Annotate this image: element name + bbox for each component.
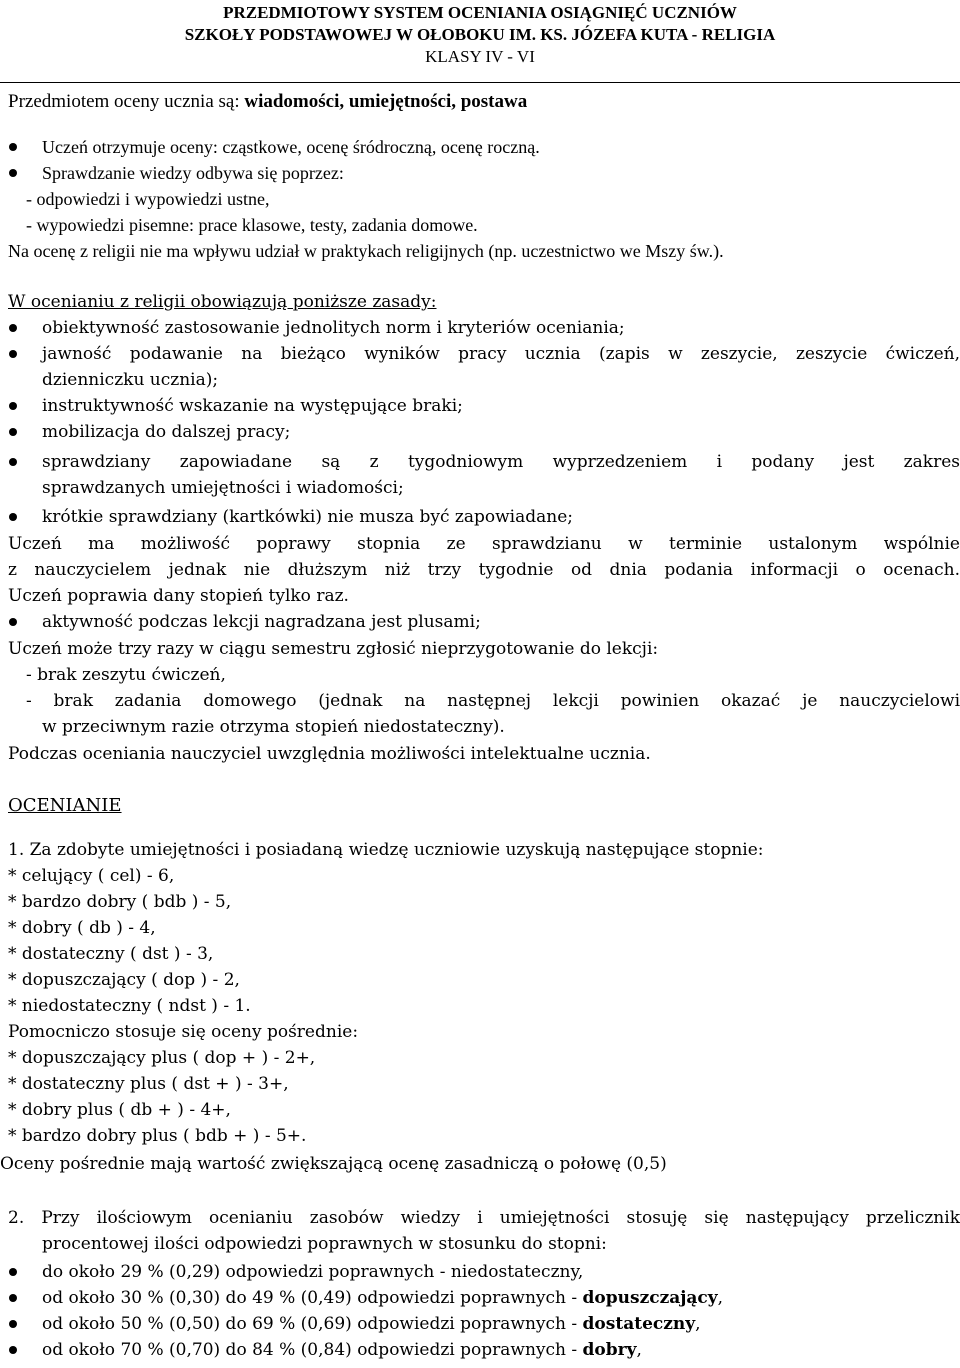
intro-dash-1: - odpowiedzi i wypowiedzi ustne,	[26, 189, 270, 209]
rule-openness-line2: dzienniczku ucznia);	[42, 370, 219, 390]
rule-tests-line1: sprawdziany zapowiadane są z tygodniowym wyprzedzeniem i podany jest zakres	[42, 452, 960, 472]
conversion-dop	[42, 1285, 723, 1311]
subject-line	[8, 89, 527, 115]
aux-grade-dop-plus: * dopuszczający plus ( dop + ) - 2+,	[8, 1048, 316, 1068]
rule-objectivity: obiektywność zastosowanie jednolitych norm i kryteriów oceniania;	[42, 318, 625, 338]
rule-openness-line1: jawność podawanie na bieżąco wyników pracy ucznia (zapis w zeszycie, zeszycie ćwiczeń,	[42, 344, 960, 364]
bullet-icon	[9, 1346, 17, 1354]
grade-dostateczny: * dostateczny ( dst ) - 3,	[8, 944, 214, 964]
header-title-line1: PRZEDMIOTOWY SYSTEM OCENIANIA OSIĄGNIĘĆ UCZNIÓW	[223, 3, 737, 22]
intro-note: Na ocenę z religii nie ma wpływu udział w praktykach religijnych (np. uczestnictwo we Mszy św.).	[8, 241, 724, 261]
rule-quizzes: krótkie sprawdziany (kartkówki) nie musza być zapowiadane;	[42, 507, 574, 527]
rules-heading	[8, 289, 437, 315]
conversion-dop-grade: dopuszczający	[582, 1288, 718, 1308]
bullet-icon	[9, 618, 17, 626]
bullet-icon	[9, 350, 17, 358]
aux-grades-note: Oceny pośrednie mają wartość zwiększającą ocenę zasadniczą o połowę (0,5)	[0, 1154, 667, 1174]
grade-dobry: * dobry ( db ) - 4,	[8, 918, 156, 938]
rule-activity: aktywność podczas lekcji nagradzana jest plusami;	[42, 612, 481, 632]
intro-bullet-2: Sprawdzanie wiedzy odbywa się poprzez:	[42, 163, 344, 183]
subject-prefix: Przedmiotem oceny ucznia są:	[8, 91, 245, 112]
header-classes: KLASY IV - VI	[425, 47, 535, 66]
aux-grade-db-plus: * dobry plus ( db + ) - 4+,	[8, 1100, 231, 1120]
conversion-db-comma: ,	[636, 1340, 642, 1360]
conversion-dst-comma: ,	[695, 1314, 701, 1334]
rule-mobilization: mobilizacja do dalszej pracy;	[42, 422, 291, 442]
unprepared-dash-2-line1: - brak zadania domowego (jednak na następnej lekcji powinien okazać je nauczycielowi	[26, 691, 960, 711]
conversion-ndst: do około 29 % (0,29) odpowiedzi poprawnych - niedostateczny,	[42, 1262, 584, 1282]
rule-instructiveness: instruktywność wskazanie na występujące braki;	[42, 396, 463, 416]
conversion-db-range: od około 70 % (0,70) do 84 % (0,84) odpowiedzi poprawnych -	[42, 1340, 583, 1360]
intro-dash-2: - wypowiedzi pisemne: prace klasowe, testy, zadania domowe.	[26, 215, 478, 235]
grade-celujacy: * celujący ( cel) - 6,	[8, 866, 175, 886]
conversion-dst	[42, 1311, 701, 1337]
bullet-icon	[9, 402, 17, 410]
conversion-dop-range: od około 30 % (0,30) do 49 % (0,49) odpowiedzi poprawnych -	[42, 1288, 583, 1308]
grade-dopuszczajacy: * dopuszczający ( dop ) - 2,	[8, 970, 240, 990]
grading-section-1: 1. Za zdobyte umiejętności i posiadaną wiedzę uczniowie uzyskują następujące stopnie:	[8, 840, 764, 860]
header-divider	[0, 82, 960, 83]
intro-bullet-1: Uczeń otrzymuje oceny: cząstkowe, ocenę śródroczną, ocenę roczną.	[42, 137, 540, 157]
grading-heading	[8, 793, 122, 819]
header-title-line2: SZKOŁY PODSTAWOWEJ W OŁOBOKU IM. KS. JÓZEFA KUTA - RELIGIA	[184, 25, 776, 44]
aux-grade-bdb-plus: * bardzo dobry plus ( bdb + ) - 5+.	[8, 1126, 307, 1146]
rules-heading-text: W ocenianiu z religii obowiązują poniższe zasady:	[8, 292, 437, 312]
aux-grades-heading: Pomocniczo stosuje się oceny pośrednie:	[8, 1022, 359, 1042]
bullet-icon	[9, 169, 17, 177]
conversion-db	[42, 1337, 642, 1363]
unprepared-dash-1: - brak zeszytu ćwiczeń,	[26, 665, 226, 685]
conversion-dst-range: od około 50 % (0,50) do 69 % (0,69) odpowiedzi poprawnych -	[42, 1314, 583, 1334]
abilities-para: Podczas oceniania nauczyciel uwzględnia możliwości intelektualne ucznia.	[8, 744, 651, 764]
unprepared-dash-2-line2: w przeciwnym razie otrzyma stopień niedostateczny).	[42, 717, 505, 737]
aux-grade-dst-plus: * dostateczny plus ( dst + ) - 3+,	[8, 1074, 289, 1094]
bullet-icon	[9, 1268, 17, 1276]
retake-para-line3: Uczeń poprawia dany stopień tylko raz.	[8, 586, 349, 606]
conversion-dst-grade: dostateczny	[582, 1314, 696, 1334]
unprepared-para: Uczeń może trzy razy w ciągu semestru zgłosić nieprzygotowanie do lekcji:	[8, 639, 659, 659]
conversion-db-grade: dobry	[582, 1340, 637, 1360]
grading-section-2-line1: 2. Przy ilościowym ocenianiu zasobów wiedzy i umiejętności stosuję się następujący przelicznik	[8, 1208, 960, 1228]
subject-items: wiadomości, umiejętności, postawa	[244, 91, 528, 112]
bullet-icon	[9, 513, 17, 521]
grading-section-2-line2: procentowej ilości odpowiedzi poprawnych w stosunku do stopni:	[42, 1234, 607, 1254]
bullet-icon	[9, 1294, 17, 1302]
grade-niedostateczny: * niedostateczny ( ndst ) - 1.	[8, 996, 251, 1016]
bullet-icon	[9, 428, 17, 436]
bullet-icon	[9, 324, 17, 332]
conversion-dop-comma: ,	[717, 1288, 724, 1308]
grade-bardzo-dobry: * bardzo dobry ( bdb ) - 5,	[8, 892, 232, 912]
grading-heading-text: OCENIANIE	[8, 795, 122, 816]
rule-tests-line2: sprawdzanych umiejętności i wiadomości;	[42, 478, 404, 498]
retake-para-line2: z nauczycielem jednak nie dłuższym niż trzy tygodnie od dnia podania informacji o ocenach.	[8, 560, 960, 580]
bullet-icon	[9, 458, 17, 466]
bullet-icon	[9, 143, 17, 151]
bullet-icon	[9, 1320, 17, 1328]
retake-para-line1: Uczeń ma możliwość poprawy stopnia ze sprawdzianu w terminie ustalonym wspólnie	[8, 534, 960, 554]
